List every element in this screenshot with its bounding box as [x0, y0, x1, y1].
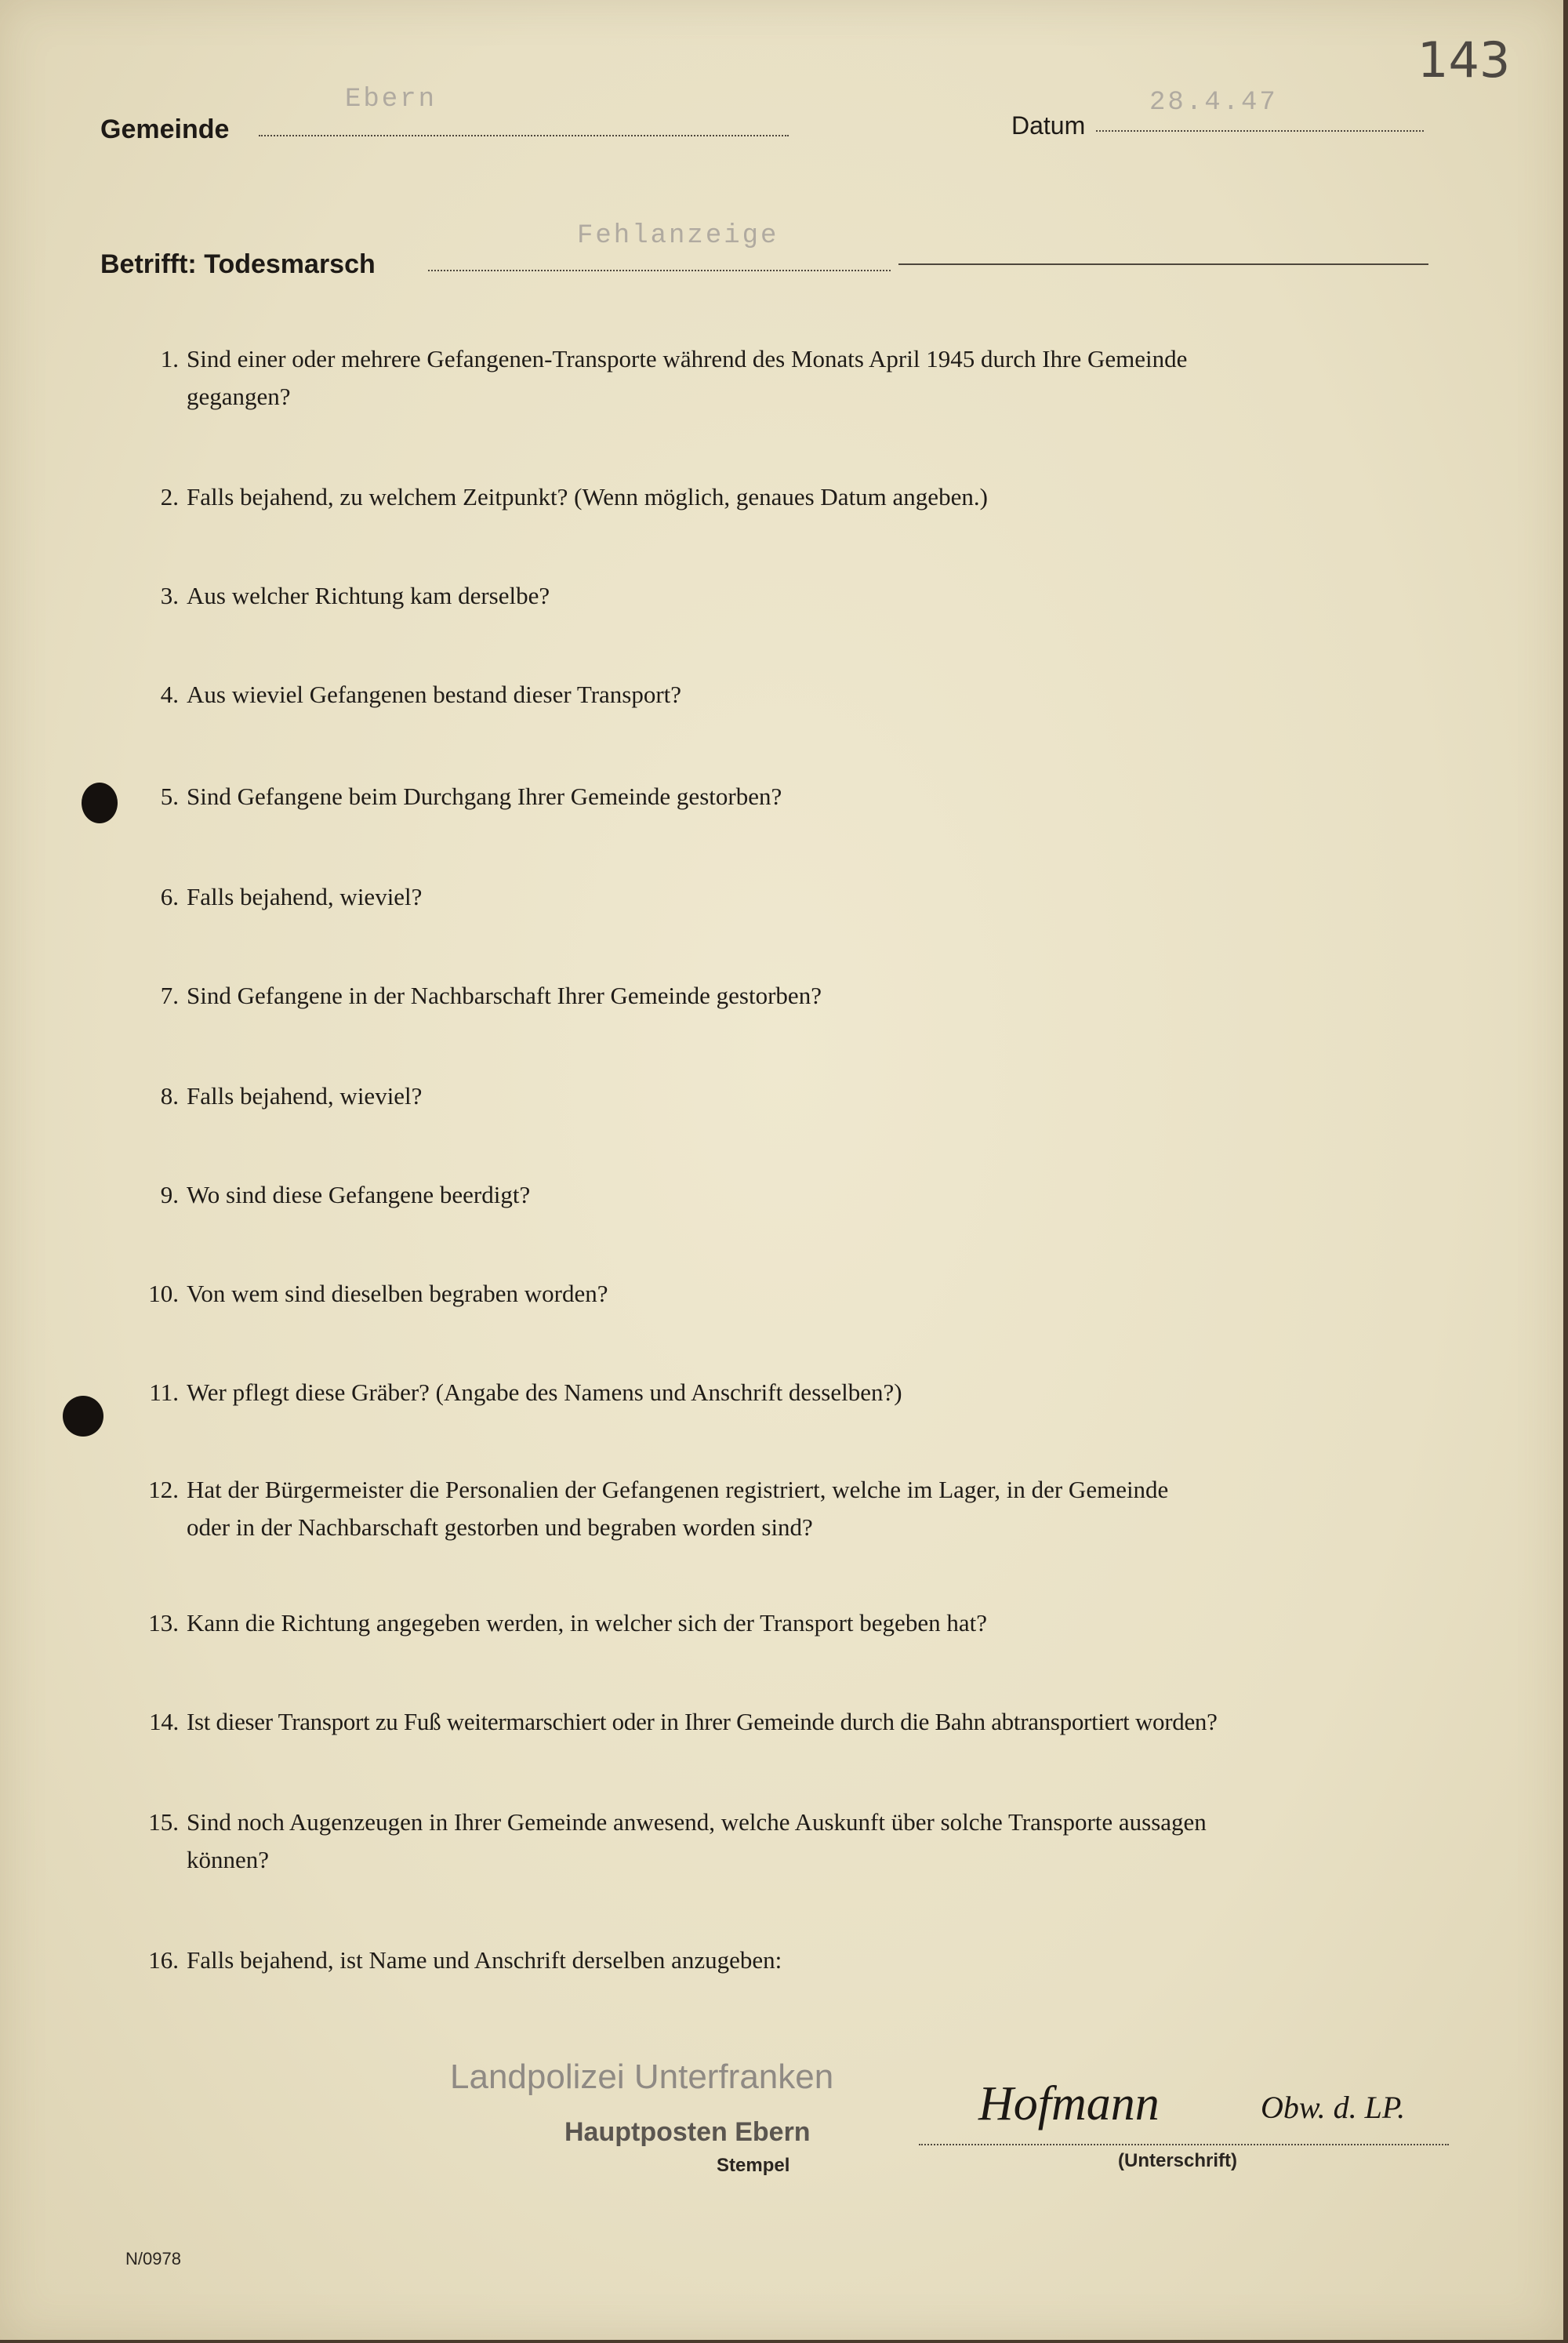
question-number: 9. [160, 1181, 179, 1208]
datum-value: 28.4.47 [1149, 88, 1278, 118]
betrifft-label: Betrifft: Todesmarsch [100, 249, 376, 279]
signature-rank: Obw. d. LP. [1261, 2090, 1406, 2125]
question-text: Hat der Bürgermeister die Personalien der Gefangenen registriert, welche im Lager, in der Gemeinde [187, 1476, 1169, 1503]
question-number: 14. [149, 1708, 179, 1735]
question-8 [146, 1077, 1447, 1115]
betrifft-value: Fehlanzeige [577, 221, 779, 251]
question-3 [146, 577, 1447, 615]
stamp-label: Stempel [717, 2155, 790, 2176]
form-number: N/0978 [125, 2249, 181, 2269]
gemeinde-value: Ebern [345, 85, 437, 114]
question-4 [146, 676, 1447, 714]
punch-hole-top [82, 783, 118, 823]
betrifft-solid-line [898, 263, 1428, 265]
question-1 [146, 340, 1447, 416]
question-text: Wer pflegt diese Gräber? (Angabe des Namens und Anschrift desselben?) [187, 1379, 902, 1406]
question-text: Aus wieviel Gefangenen bestand dieser Transport? [187, 681, 682, 708]
question-12 [146, 1471, 1463, 1546]
stamp-line-1: Landpolizei Unterfranken [450, 2058, 834, 2096]
question-text: Sind Gefangene in der Nachbarschaft Ihrer Gemeinde gestorben? [187, 982, 822, 1009]
question-number: 12. [148, 1476, 179, 1503]
question-11 [146, 1374, 1447, 1411]
signature-line [919, 2144, 1449, 2145]
gemeinde-line [259, 135, 789, 136]
punch-hole-bottom [63, 1396, 103, 1437]
question-6 [146, 878, 1447, 916]
question-5 [146, 778, 1447, 816]
betrifft-dotted-line [428, 270, 891, 271]
stamp-line-2: Hauptposten Ebern [564, 2117, 811, 2147]
question-text: Sind noch Augenzeugen in Ihrer Gemeinde anwesend, welche Auskunft über solche Transporte aussagen [187, 1808, 1207, 1836]
question-text-cont: oder in der Nachbarschaft gestorben und begraben worden sind? [187, 1513, 813, 1541]
gemeinde-label: Gemeinde [100, 114, 230, 144]
question-text-cont: gegangen? [187, 383, 291, 410]
question-text: Falls bejahend, zu welchem Zeitpunkt? (Wenn möglich, genaues Datum angeben.) [187, 483, 988, 510]
datum-label: Datum [1011, 111, 1086, 140]
question-13 [146, 1604, 1463, 1642]
page-number: 143 [1417, 31, 1511, 89]
question-text: Kann die Richtung angegeben werden, in welcher sich der Transport begeben hat? [187, 1609, 987, 1636]
question-15 [146, 1804, 1479, 1879]
question-number: 10. [148, 1280, 179, 1307]
question-number: 2. [160, 483, 179, 510]
question-number: 3. [160, 582, 179, 609]
question-text: Sind einer oder mehrere Gefangenen-Transporte während des Monats April 1945 durch Ihre Gemeinde [187, 345, 1188, 372]
signature-name: Hofmann [978, 2077, 1160, 2130]
question-10 [146, 1275, 1447, 1313]
question-number: 7. [160, 982, 179, 1009]
question-number: 4. [160, 681, 179, 708]
question-number: 1. [160, 345, 179, 372]
question-number: 11. [149, 1379, 179, 1406]
question-7 [146, 977, 1447, 1015]
question-number: 15. [148, 1808, 179, 1836]
question-text: Wo sind diese Gefangene beerdigt? [187, 1181, 531, 1208]
question-number: 13. [148, 1609, 179, 1636]
question-text: Sind Gefangene beim Durchgang Ihrer Gemeinde gestorben? [187, 783, 782, 810]
question-number: 6. [160, 883, 179, 910]
question-9 [146, 1176, 1447, 1214]
signature-label: (Unterschrift) [1118, 2150, 1238, 2171]
question-text-cont: können? [187, 1846, 270, 1873]
question-text: Falls bejahend, wieviel? [187, 1082, 423, 1110]
question-text: Falls bejahend, wieviel? [187, 883, 423, 910]
question-number: 8. [160, 1082, 179, 1110]
question-text: Ist dieser Transport zu Fuß weitermarschiert oder in Ihrer Gemeinde durch die Bahn abtransportiert worden? [187, 1708, 1218, 1735]
question-text: Falls bejahend, ist Name und Anschrift derselben anzugeben: [187, 1946, 782, 1974]
datum-line [1096, 130, 1424, 132]
question-number: 16. [148, 1946, 179, 1974]
question-14 [146, 1703, 1494, 1741]
question-2 [146, 478, 1447, 516]
question-number: 5. [160, 783, 179, 810]
question-16 [146, 1942, 1463, 1979]
question-text: Aus welcher Richtung kam derselbe? [187, 582, 550, 609]
question-text: Von wem sind dieselben begraben worden? [187, 1280, 608, 1307]
